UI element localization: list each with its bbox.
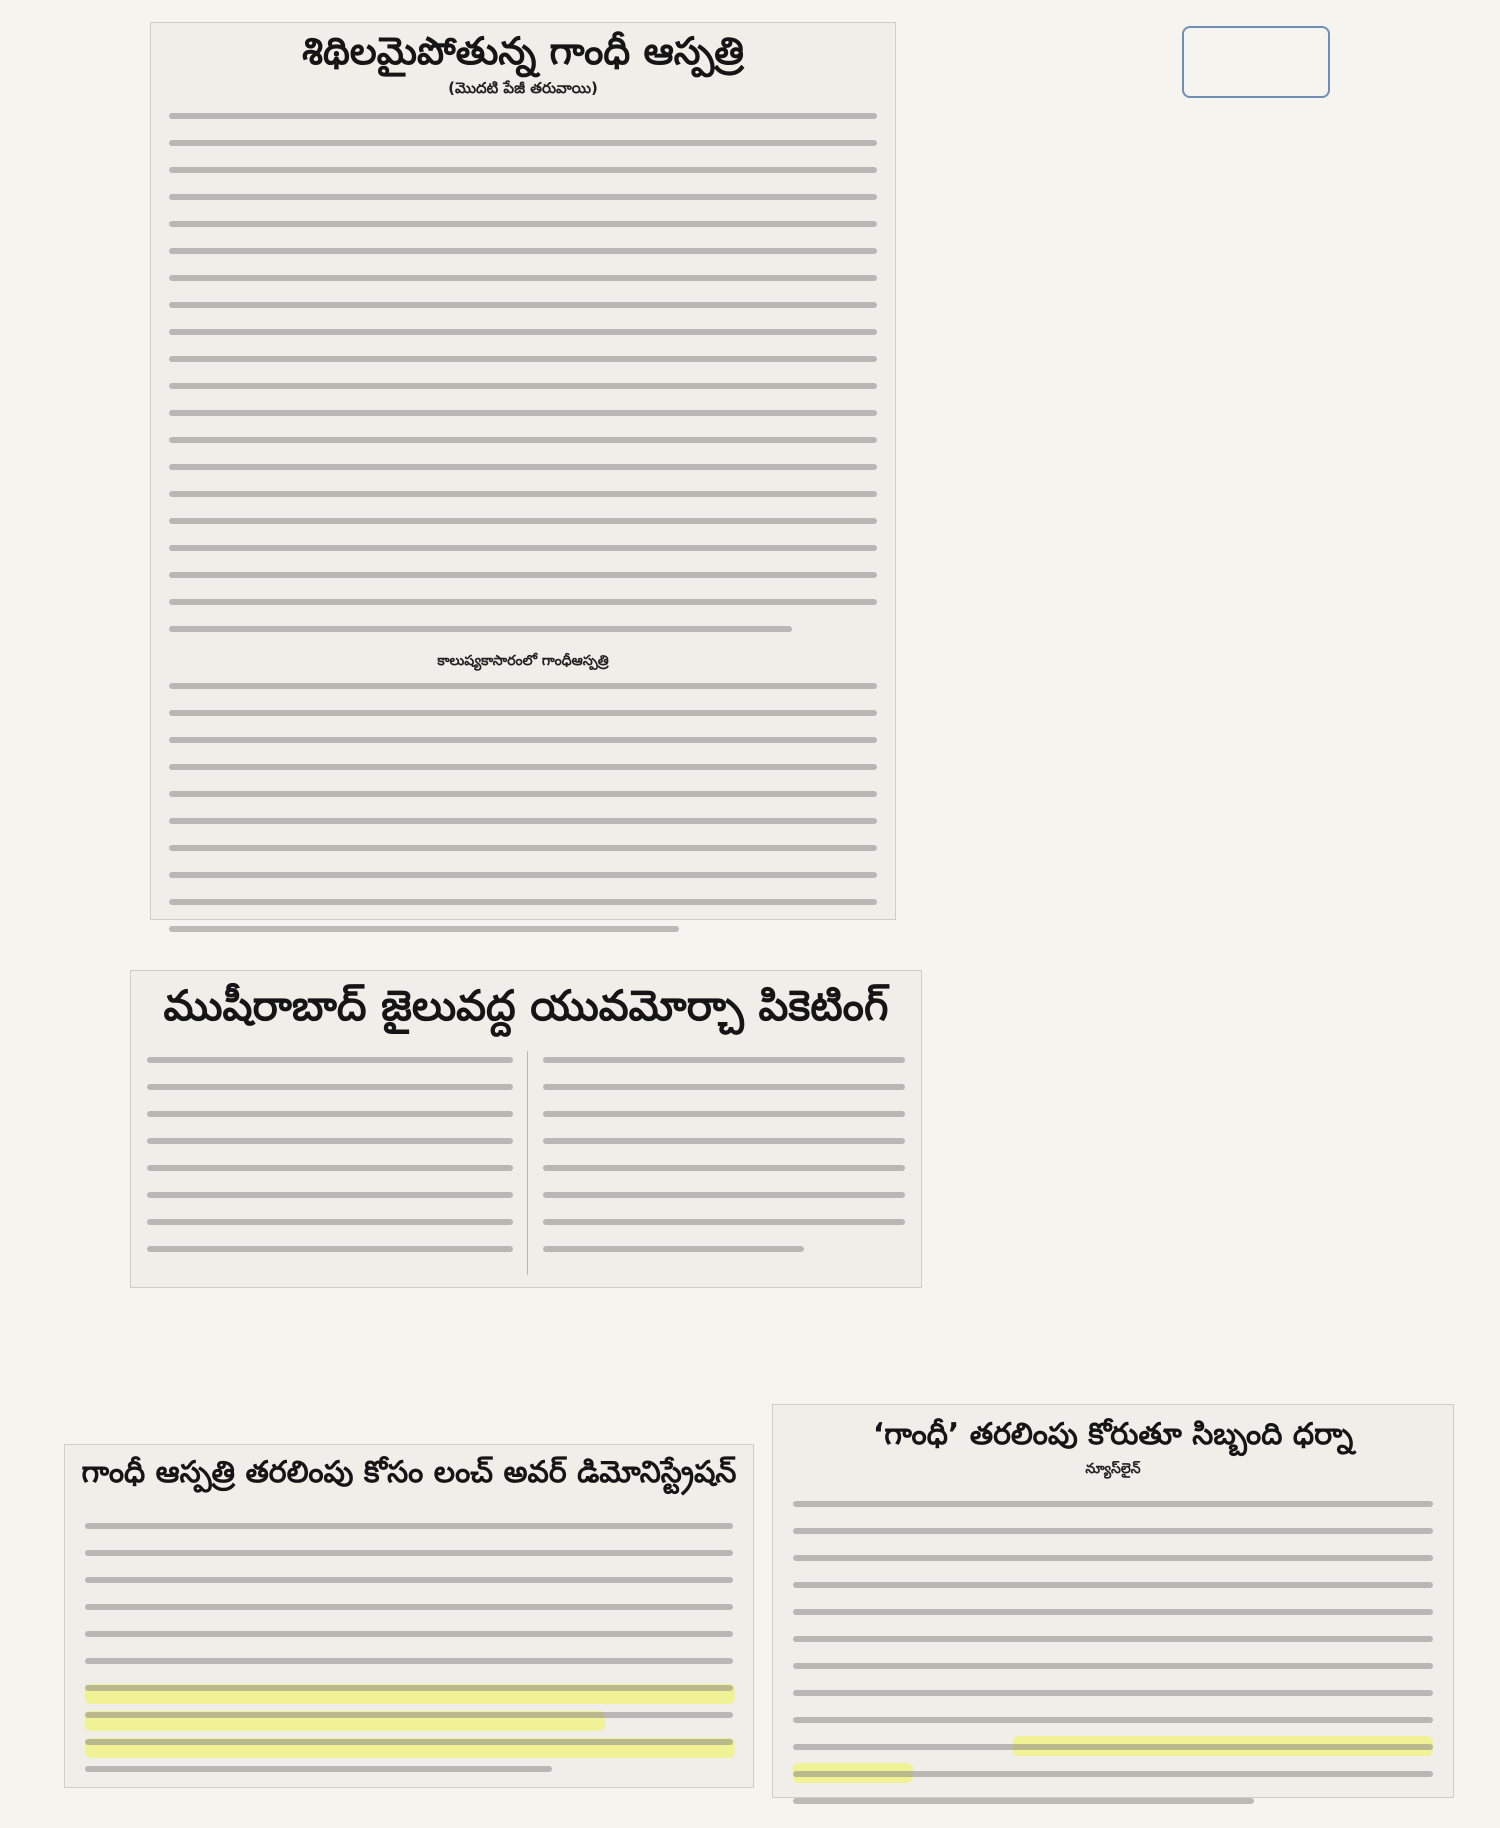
article-3-body (85, 1523, 733, 1793)
article-2-clipping (130, 970, 922, 1288)
article-2-headline: ముషీరాబాద్ జైలువద్ద యువమోర్చా పికెటింగ్ (163, 981, 889, 1030)
article-4-byline: న్యూస్‌లైన్ (1085, 1461, 1141, 1477)
article-1-clipping (150, 22, 896, 920)
article-1-body-continued (169, 683, 877, 953)
article-1-subheadline: (మొదటి పేజీ తరువాయి) (448, 79, 598, 97)
article-1-section-heading: కాలుష్యకాసారంలో గాంధీఆస్పత్రి (437, 653, 609, 669)
article-1-headline: శిథిలమైపోతున్న గాంధీ ఆస్పత్రి (302, 29, 744, 73)
article-3-headline: గాంధీ ఆస్పత్రి తరలింపు కోసం లంచ్ అవర్ డిమోనిస్ట్రేషన్ (81, 1455, 737, 1490)
article-1-body (169, 113, 877, 653)
article-2-body-right (543, 1057, 905, 1273)
article-3-clipping (64, 1444, 754, 1788)
article-4-clipping (772, 1404, 1454, 1798)
article-2-body-left (147, 1057, 513, 1273)
article-4-headline: ‘గాంధీ’ తరలింపు కోరుతూ సిబ్బంది ధర్నా (872, 1417, 1354, 1452)
article-2-column-rule (527, 1051, 528, 1275)
article-4-body (793, 1501, 1433, 1825)
stamp-box (1182, 26, 1330, 98)
